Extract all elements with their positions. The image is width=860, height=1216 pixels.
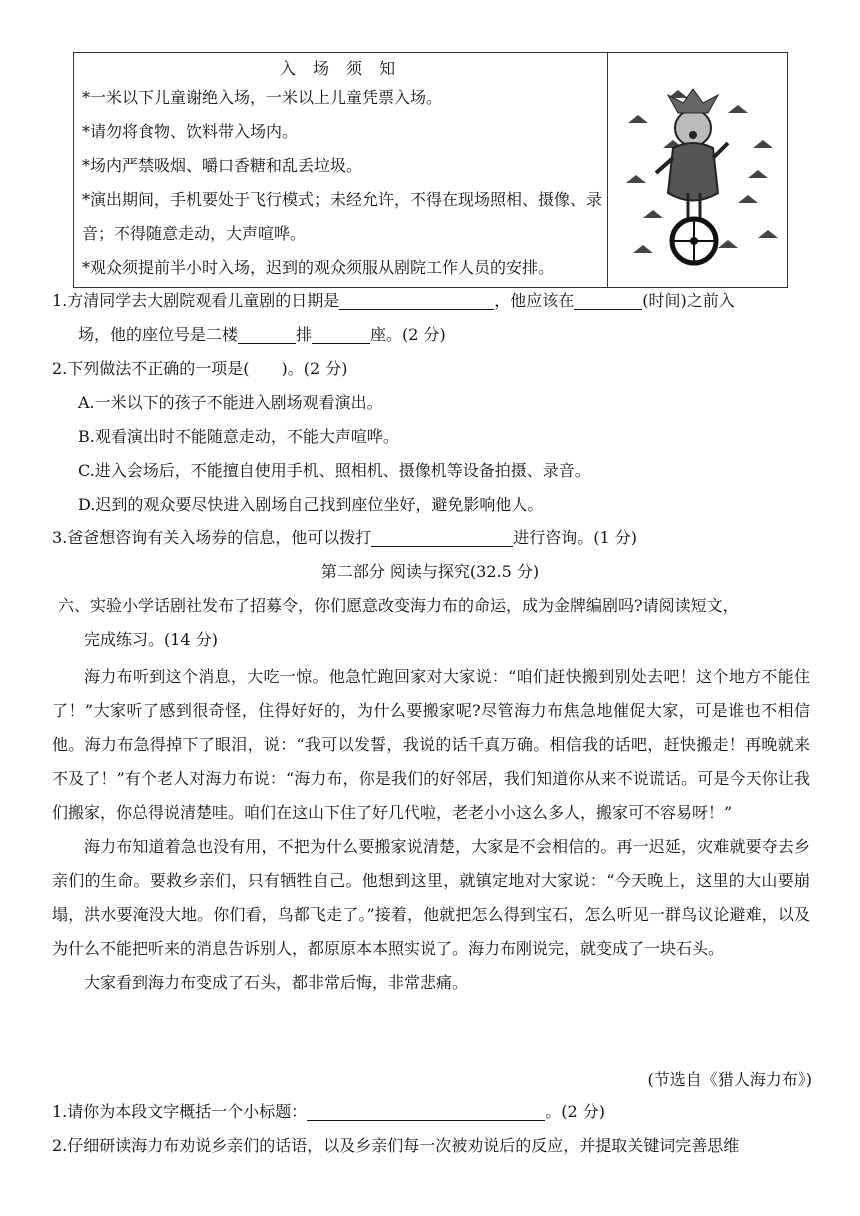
rq1-text-a: 1.请你为本段文字概括一个小标题： <box>52 1102 308 1121</box>
notice-rule: *场内严禁吸烟、嚼口香糖和乱丢垃圾。 <box>82 156 363 175</box>
answer-blank-subtitle[interactable] <box>307 1100 545 1121</box>
q1-text-a: 1.方清同学去大剧院观看儿童剧的日期是 <box>52 291 340 310</box>
answer-blank-phone[interactable] <box>371 526 513 547</box>
option-d: D.迟到的观众要尽快进入剧场自己找到座位坐好，避免影响他人。 <box>78 495 544 514</box>
question-6-intro: 六、实验小学话剧社发布了招募令，你们愿意改变海力布的命运，成为金牌编剧吗?请阅读短文， <box>58 596 739 615</box>
answer-blank-seat[interactable] <box>312 323 370 344</box>
notice-text-cell <box>74 53 608 287</box>
notice-rule: *请勿将食物、饮料带入场内。 <box>82 122 299 141</box>
answer-blank-time[interactable] <box>574 289 642 310</box>
rq1-text-b: 。(2 分) <box>545 1102 606 1121</box>
question-6-intro-2: 完成练习。(14 分) <box>84 630 218 649</box>
option-c: C.进入会场后，不能擅自使用手机、照相机、摄像机等设备拍摄、录音。 <box>78 461 591 480</box>
reading-passage <box>52 660 810 1000</box>
question-1-line2 <box>78 319 820 351</box>
option-b: B.观看演出时不能随意走动，不能大声喧哗。 <box>78 427 399 446</box>
passage-paragraph: 大家看到海力布变成了石头，都非常后悔，非常悲痛。 <box>84 973 469 992</box>
notice-title: 入 场 须 知 <box>279 59 402 78</box>
passage-paragraph: 海力布听到这个消息，大吃一惊。他急忙跑回家对大家说：“咱们赶快搬到别处去吧！这个地方不能住了！”大家听了感到很奇怪，住得好好的，为什么要搬家呢?尽管海力布焦急地催促大家，可是谁也不相信他。海力布急得掉下了眼泪，说：“我可以发誓，我说的话千真万确。相信我的话吧，赶快搬走！再晚就来不及了！”有个老人对海力布说：“海力布，你是我们的好邻居，我们知道你从来不说谎话。可是今天你让我们搬家，你总得说清楚哇。咱们在这山下住了好几代啦，老老小小这么多人，搬家可不容易呀！” <box>52 667 810 822</box>
q3-text-b: 进行咨询。(1 分) <box>513 528 638 547</box>
question-2: 2.下列做法不正确的一项是( )。(2 分) <box>52 359 348 378</box>
q1-text-f: 座。(2 分) <box>370 325 446 344</box>
reading-question-2: 2.仔细研读海力布劝说乡亲们的话语，以及乡亲们每一次被劝说后的反应，并提取关键词完善思维 <box>52 1136 740 1155</box>
q3-text-a: 3.爸爸想咨询有关入场券的信息，他可以拨打 <box>52 528 372 547</box>
clown-icon <box>608 53 787 287</box>
q1-text-b: ，他应该在 <box>494 291 575 310</box>
reading-question-1 <box>52 1096 820 1128</box>
notice-rule: *一米以下儿童谢绝入场，一米以上儿童凭票入场。 <box>82 88 443 107</box>
answer-blank-date[interactable] <box>339 289 494 310</box>
question-3 <box>52 522 820 554</box>
passage-paragraph: 海力布知道着急也没有用，不把为什么要搬家说清楚，大家是不会相信的。再一迟延，灾难就要夺去乡亲们的生命。要救乡亲们，只有牺牲自己。他想到这里，就镇定地对大家说：“今天晚上，这里的大山要崩塌，洪水要淹没大地。你们看，鸟都飞走了。”接着，他就把怎么得到宝石，怎么听见一群鸟议论避难，以及为什么不能把听来的消息告诉别人，都原原本本照实说了。海力布刚说完，就变成了一块石头。 <box>52 837 810 958</box>
clown-unicycle-illustration <box>608 53 787 287</box>
section-2-title: 第二部分 阅读与探究(32.5 分) <box>320 562 540 581</box>
entry-notice-box <box>73 52 788 288</box>
notice-rule: *演出期间，手机要处于飞行模式；未经允许，不得在现场照相、摄像、录音；不得随意走动，大声喧哗。 <box>82 190 603 243</box>
q1-text-c: (时间)之前入 <box>642 291 735 310</box>
passage-source: (节选自《猎人海力布》) <box>647 1070 812 1089</box>
question-1 <box>52 285 820 317</box>
notice-rule: *观众须提前半小时入场，迟到的观众须服从剧院工作人员的安排。 <box>82 258 555 277</box>
answer-blank-row[interactable] <box>238 323 296 344</box>
q1-text-d: 场，他的座位号是二楼 <box>78 325 239 344</box>
option-a: A.一米以下的孩子不能进入剧场观看演出。 <box>78 393 383 412</box>
q1-text-e: 排 <box>296 325 313 344</box>
